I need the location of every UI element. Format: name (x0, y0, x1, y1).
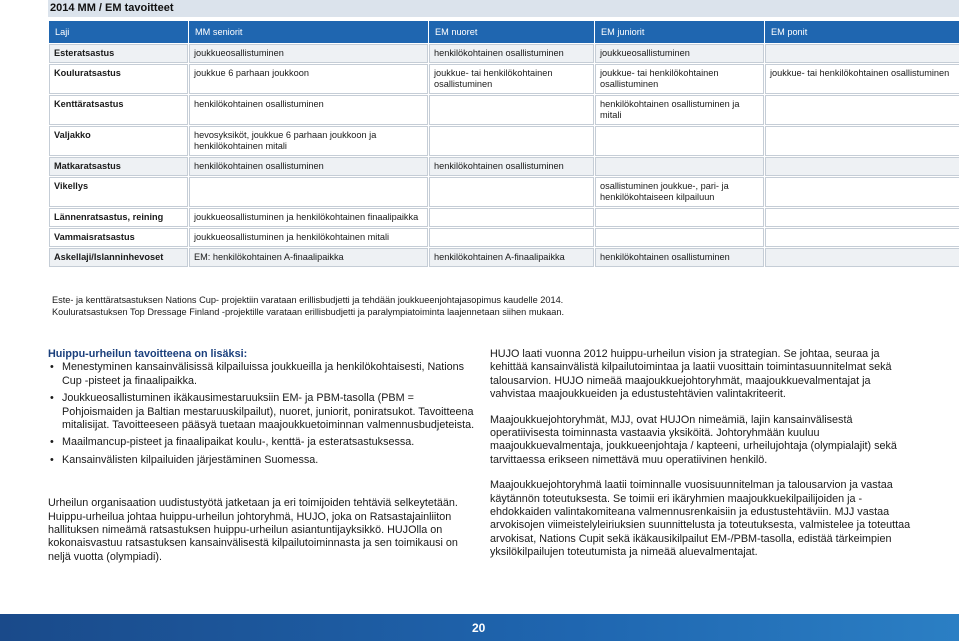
table-row (49, 126, 959, 156)
table-cell (765, 228, 959, 247)
list-item-text: Joukkueosallistuminen ikäkausimestaruuksiin EM- ja PBM-tasolla (PBM = Pohjoismaiden ja Baltian mestaruuskilpailut), nuoret, juniorit, poniratsukot. Tavoitteena mitalisijat. Tavoitteeseen pääsyä tuetaan maajoukkuetoiminnan valmennusbudjeteista. (62, 392, 475, 432)
table-cell (429, 95, 594, 125)
table-notes (52, 294, 952, 318)
table-row (49, 208, 959, 227)
goals-table (48, 20, 959, 268)
table-row (49, 157, 959, 176)
table-cell: henkilökohtainen osallistuminen (189, 95, 428, 125)
table-cell (429, 208, 594, 227)
right-column (490, 348, 912, 572)
table-cell (765, 157, 959, 176)
table-cell (595, 208, 764, 227)
table-cell (765, 95, 959, 125)
table-cell: joukkueosallistuminen ja henkilökohtainen mitali (189, 228, 428, 247)
table-cell: joukkue- tai henkilökohtainen osallistuminen (429, 64, 594, 94)
bullet-icon: • (50, 361, 54, 374)
bullet-icon: • (50, 453, 54, 466)
list-item (50, 361, 478, 388)
header-em-nuoret: EM nuoret (429, 21, 594, 43)
table-cell: henkilökohtainen osallistuminen (189, 157, 428, 176)
table-cell (595, 228, 764, 247)
table-cell (429, 126, 594, 156)
table-cell: joukkue- tai henkilökohtainen osallistuminen (595, 64, 764, 94)
list-item-text: Menestyminen kansainvälisissä kilpailuissa joukkueilla ja henkilökohtaisesti, Nations Cup -pisteet ja finaalipaikka. (62, 361, 465, 387)
table-row (49, 248, 959, 267)
body-paragraph: Urheilun organisaation uudistustyötä jatketaan ja eri toimijoiden tehtäviä selkeytetään. Huippu-urheilua johtaa huippu-urheilun johtoryhmä, HUJO, joka on Ratsastajainliiton hallituksen nimeämä ratsastuksen huippu-urheilun asiantuntijayksikkö. HUJOlla on kokonaisvastuu ratsastuksen kansainvälisestä kilpailutoiminnasta ja sen toimikausi on neljä vuotta (olympiadi). (48, 497, 458, 563)
footer-bar (0, 614, 959, 641)
title-bar (48, 0, 959, 17)
header-mm-seniorit: MM seniorit (189, 21, 428, 43)
table-cell (595, 157, 764, 176)
table-cell: joukkueosallistuminen ja henkilökohtainen finaalipaikka (189, 208, 428, 227)
note-line: Kouluratsastuksen Top Dressage Finland -projektille varataan erillisbudjetti ja paralympiatoiminta laajennetaan siihen mukaan. (52, 307, 565, 317)
row-label: Kouluratsastus (49, 64, 188, 94)
row-label: Valjakko (49, 126, 188, 156)
table-cell (765, 126, 959, 156)
list-item-text: Kansainvälisten kilpailuiden järjestäminen Suomessa. (62, 453, 319, 466)
header-em-ponit: EM ponit (765, 21, 959, 43)
section-heading: Huippu-urheilun tavoitteena on lisäksi: (48, 348, 248, 360)
table-row (49, 44, 959, 63)
list-item (50, 392, 478, 432)
table-cell: henkilökohtainen osallistuminen (429, 44, 594, 63)
row-label: Esteratsastus (49, 44, 188, 63)
table-cell (429, 177, 594, 207)
list-item (50, 436, 478, 449)
row-label: Askellaji/Islanninhevoset (49, 248, 188, 267)
table-cell (595, 126, 764, 156)
row-label: Vammaisratsastus (49, 228, 188, 247)
table-cell: osallistuminen joukkue-, pari- ja henkilökohtaiseen kilpailuun (595, 177, 764, 207)
table-cell: joukkue- tai henkilökohtainen osallistuminen (765, 64, 959, 94)
table-cell: EM: henkilökohtainen A-finaalipaikka (189, 248, 428, 267)
page-number: 20 (472, 621, 486, 635)
left-column (48, 348, 478, 576)
table-row (49, 95, 959, 125)
row-label: Lännenratsastus, reining (49, 208, 188, 227)
table-row (49, 64, 959, 94)
header-laji: Laji (49, 21, 188, 43)
bullet-icon: • (50, 392, 54, 405)
table-cell: hevosyksiköt, joukkue 6 parhaan joukkoon ja henkilökohtainen mitali (189, 126, 428, 156)
table-cell (765, 208, 959, 227)
table-cell (429, 228, 594, 247)
table-cell: joukkueosallistuminen (595, 44, 764, 63)
goals-list (48, 361, 478, 467)
row-label: Matkaratsastus (49, 157, 188, 176)
page-title: 2014 MM / EM tavoitteet (50, 2, 174, 14)
table-row (49, 228, 959, 247)
table-cell (765, 177, 959, 207)
table-row (49, 177, 959, 207)
bullet-icon: • (50, 436, 54, 449)
table-cell: joukkueosallistuminen (189, 44, 428, 63)
body-paragraph: Maajoukkuejohtoryhmä laatii toiminnalle vuosisuunnitelman ja talousarvion ja vastaa käytännön toteutuksesta. Se toimii eri ikäryhmien maajoukkuekilpailijoiden ja -ehdokkaiden valintakomiteana valmennusrenkaisiin ja edustustehtäviin. MJJ vastaa arvokisojen viimeistelyleiriuksien suunnittelusta ja toteutuksesta, valmistelee ja toteuttaa arvokisat, Nations Cupit sekä ikäkausikilpailut EM-/PBM-tasolla, edistää tärkeimpien yksilökilpailujen toteutumista ja nimeää aluevalmentajat. (490, 479, 911, 559)
table-cell: henkilökohtainen osallistuminen (595, 248, 764, 267)
list-item (50, 453, 478, 467)
table-cell: henkilökohtainen osallistuminen ja mitali (595, 95, 764, 125)
row-label: Vikellys (49, 177, 188, 207)
table-cell (765, 44, 959, 63)
table-header-row (49, 21, 959, 43)
table-cell: henkilökohtainen A-finaalipaikka (429, 248, 594, 267)
table-cell (765, 248, 959, 267)
body-paragraph: HUJO laati vuonna 2012 huippu-urheilun vision ja strategian. Se johtaa, seuraa ja kehittää kansainvälistä kilpailutoimintaa ja laatii vuosittain toimintasuunnitelmat sekä talousarvion. HUJO nimeää maajoukkuejohtoryhmät, maajoukkuevalmentajat ja vahvistaa maajoukkueiden ja edustustehtävien valintakriteerit. (490, 348, 892, 401)
note-line: Este- ja kenttäratsastuksen Nations Cup- projektiin varataan erillisbudjetti ja tehdään joukkueenjohtajasopimus kaudelle 2014. (52, 295, 564, 305)
row-label: Kenttäratsastus (49, 95, 188, 125)
table-cell: joukkue 6 parhaan joukkoon (189, 64, 428, 94)
header-em-juniorit: EM juniorit (595, 21, 764, 43)
body-paragraph: Maajoukkuejohtoryhmät, MJJ, ovat HUJOn nimeämiä, lajin kansainvälisestä operatiivisesta toiminnasta vastaavia yksiköitä. Johtoryhmään kuuluu maajoukkuevalmentaja, joukkueenjohtaja / kapteeni, urheilujohtaja (olympialajit) sekä tarvittaessa erikseen nimettävä muu operatiivinen henkilö. (490, 413, 897, 466)
table-cell (189, 177, 428, 207)
list-item-text: Maailmancup-pisteet ja finaalipaikat koulu-, kenttä- ja esteratsastuksessa. (62, 436, 415, 449)
table-cell: henkilökohtainen osallistuminen (429, 157, 594, 176)
